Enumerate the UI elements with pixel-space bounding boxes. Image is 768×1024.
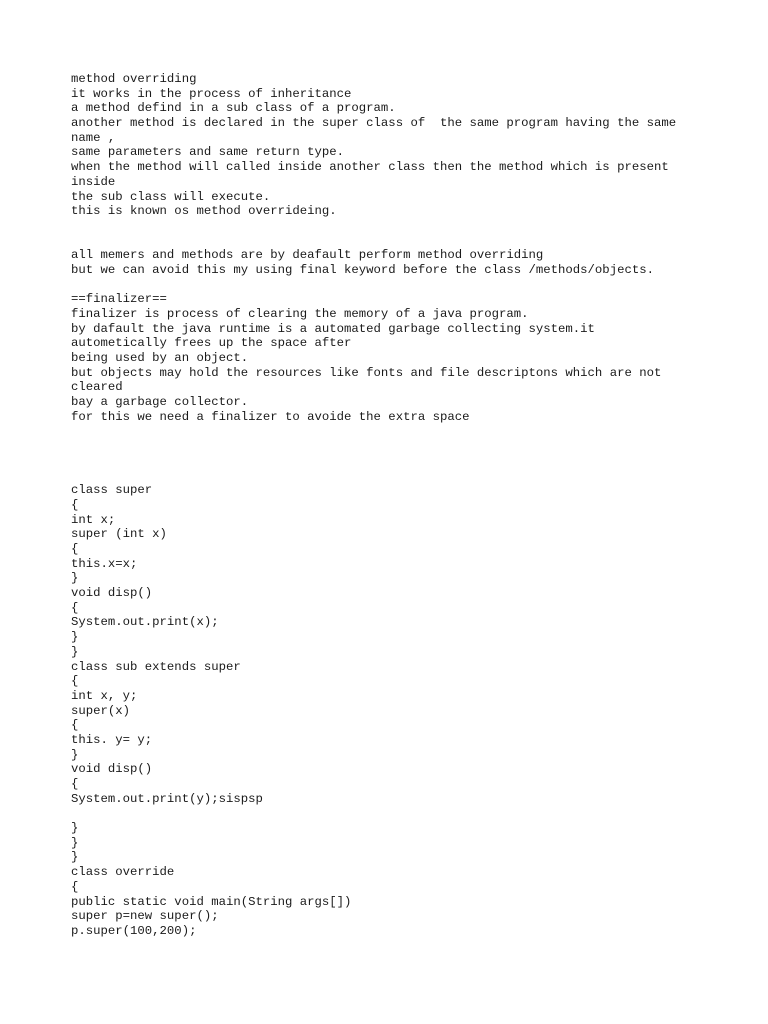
- text-line: finalizer is process of clearing the memory of a java program.: [71, 307, 529, 321]
- text-line: this is known os method overrideing.: [71, 204, 337, 219]
- text-line: it works in the process of inheritance: [71, 86, 352, 101]
- text-line: cleared: [71, 380, 123, 395]
- text-line: but we can avoid this my using final keyword before the class /methods/objects.: [71, 262, 654, 277]
- text-line: }: [71, 644, 79, 659]
- text-line: inside: [71, 174, 116, 189]
- text-line: ==finalizer==: [71, 292, 167, 307]
- text-line: super p=new super();: [71, 909, 219, 924]
- text-line: class super: [71, 483, 153, 498]
- text-line: System.out.print(x);: [71, 615, 219, 630]
- text-line: void disp(): [71, 762, 153, 777]
- text-line: for this we need a finalizer to avoide the extra space: [71, 409, 470, 424]
- text-line: [71, 469, 731, 484]
- text-line: [71, 806, 731, 821]
- text-line: super (int x): [71, 527, 167, 542]
- text-line: a method defind in a sub class of a program.: [71, 101, 396, 116]
- text-line: super(x): [71, 703, 131, 718]
- text-line: this. y= y;: [71, 732, 153, 747]
- text-line: [71, 454, 731, 469]
- text-line: System.out.print(y);sispsp: [71, 791, 263, 806]
- text-line: }: [71, 747, 79, 762]
- text-line: same parameters and same return type.: [71, 145, 345, 160]
- text-line: when the method will called inside another class then the method which is present: [71, 160, 669, 175]
- text-line: public static void main(String args[]): [71, 894, 352, 909]
- text-line: }: [71, 571, 79, 586]
- text-line: this.x=x;: [71, 556, 138, 571]
- text-line: {: [71, 718, 79, 733]
- text-line: method overriding: [71, 72, 197, 86]
- text-line: being used by an object.: [71, 351, 249, 366]
- text-line: class override: [71, 865, 175, 880]
- text-line: another method is declared in the super class of the same program having the same: [71, 116, 677, 131]
- text-line: int x, y;: [71, 688, 138, 703]
- document-body: [71, 72, 731, 939]
- text-line: {: [71, 542, 79, 556]
- text-line: all memers and methods are by deafault perform method overriding: [71, 248, 544, 263]
- text-line: bay a garbage collector.: [71, 395, 249, 410]
- text-line: [71, 234, 731, 249]
- text-line: {: [71, 497, 79, 512]
- text-line: {: [71, 879, 79, 894]
- text-line: }: [71, 850, 79, 865]
- text-line: class sub extends super: [71, 659, 241, 674]
- text-line: p.super(100,200);: [71, 923, 197, 938]
- text-line: [71, 219, 731, 234]
- text-line: the sub class will execute.: [71, 189, 271, 204]
- text-line: }: [71, 821, 79, 836]
- text-line: by dafault the java runtime is a automated garbage collecting system.it: [71, 321, 595, 336]
- text-line: [71, 439, 731, 454]
- text-line: }: [71, 630, 79, 645]
- text-line: but objects may hold the resources like fonts and file descriptons which are not: [71, 365, 662, 380]
- text-line: }: [71, 835, 79, 850]
- text-line: int x;: [71, 512, 116, 527]
- text-line: [71, 425, 731, 440]
- text-line: autometically frees up the space after: [71, 336, 352, 351]
- text-line: name ,: [71, 130, 116, 145]
- text-line: [71, 278, 731, 293]
- text-line: {: [71, 777, 79, 791]
- text-line: void disp(): [71, 586, 153, 601]
- text-line: {: [71, 600, 79, 615]
- text-line: {: [71, 674, 79, 689]
